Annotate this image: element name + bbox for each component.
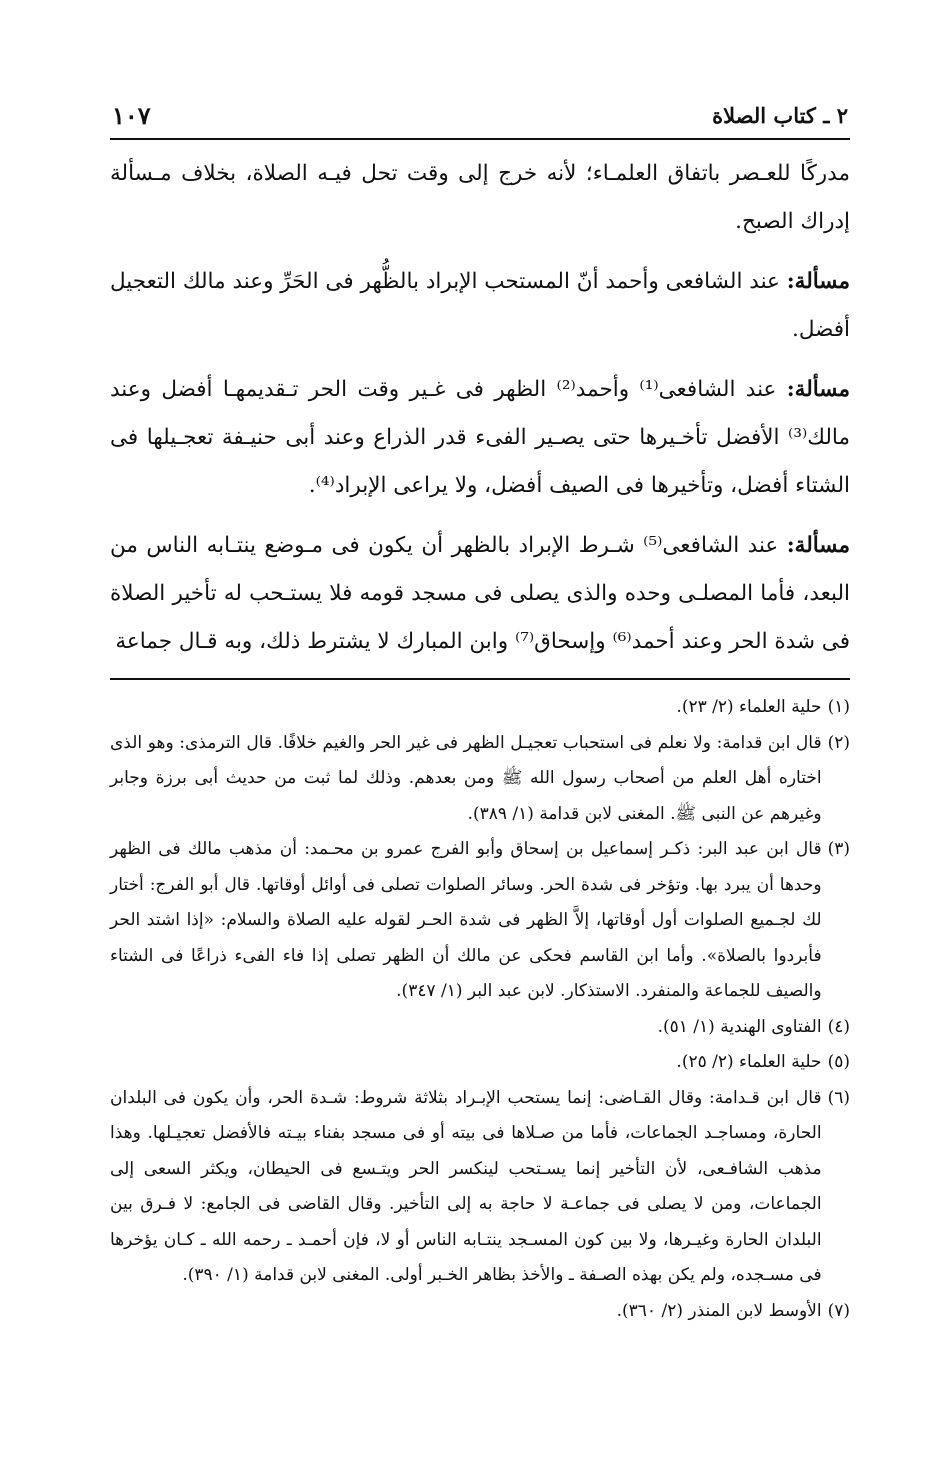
footnote-number: (٢) bbox=[827, 732, 850, 753]
main-text bbox=[110, 150, 850, 666]
footnote bbox=[110, 726, 850, 833]
footnote-number: (٣) bbox=[827, 839, 850, 859]
page-number: ١٠٧ bbox=[112, 100, 151, 130]
chapter-title: ٢ ـ كتاب الصلاة bbox=[712, 102, 848, 128]
footnote-number: (٥) bbox=[827, 1052, 850, 1072]
footnote-separator bbox=[110, 678, 850, 680]
paragraph bbox=[110, 366, 850, 510]
footnote-text: قال ابن قـدامة: وقال القـاضى: إنما يستحب الإبـراد بثلاثة شروط: شـدة الحر، وأن يكون فى البلدان الحارة، ومساجـد الجماعات، فأما من صـلاها فى بيته أو فى مسجد بفناء بيـته فالأفضل تعجيـلها. وهذا مذهب الشافـعى، لأن التأخير إنما يسـتحب لينكسر الحر ويتـسع فى الحيطان، ويكثر السعى إلى الجماعات، ومن لا يصلى فى جماعـة لا حاجة به إلى التأخير. وقال القاضى فى الجامع: لا فـرق بين البلدان الحارة وغيـرها، ولا بين كون المسـجد ينتـابه الناس أو لا، فإن أحمـد ـ رحمه الله ـ كـان يؤخرها فى مسـجده، ولم يكن بهذه الصـفة ـ والأخذ بظاهر الخـبر أولى. المغنى لابن قدامة (١/ ٣٩٠). bbox=[110, 1087, 822, 1285]
footnote-text: حلية العلماء (٢/ ٢٣). bbox=[676, 697, 822, 717]
footnote-text: قال ابن قدامة: ولا نعلم فى استحباب تعجيـل الظهر فى غير الحر والغيم خلافًا. قال الترمذى: وهو الذى اختاره أهل العلم من أصحاب رسول الله ﷺ ومن بعدهم. وذلك لما ثبت من حديث أبى برزة وجابر وغيرهم عن النبى ﷺ. المغنى لابن قدامة (١/ ٣٨٩). bbox=[110, 732, 822, 824]
footnote-number: (٦) bbox=[827, 1087, 850, 1108]
footnote-text: قال ابن عبد البر: ذكـر إسماعيل بن إسحاق وأبو الفرج عمرو بن محـمد: أن مذهب مالك فى الظهر وحدها أن يبرد بها. وتؤخر فى شدة الحر. وسائر الصلوات تصلى فى أوائل أوقاتها. قال أبو الفرج: أختار لك لجـميع الصلوات أول أوقاتها، إلاَّ الظهر فى شدة الحـر لقوله عليه الصلاة والسلام: «إذا اشتد الحر فأبردوا بالصلاة». وأما ابن القاسم فحكى عن مالك أن الظهر تصلى إذا فاء الفىء ذراعًا فى الشتاء والصيف للجماعة والمنفرد. الاستذكار. لابن عبد البر (١/ ٣٤٧). bbox=[110, 839, 822, 1001]
paragraph bbox=[110, 522, 850, 666]
footnote-text: حلية العلماء (٢/ ٢٥). bbox=[676, 1052, 822, 1072]
footnote-text: الأوسط لابن المنذر (٢/ ٣٦٠). bbox=[616, 1300, 822, 1321]
masala-heading: مسألة: bbox=[786, 377, 850, 402]
footnote-number: (١) bbox=[827, 697, 850, 717]
page-header bbox=[110, 96, 850, 140]
footnote-text: الفتاوى الهندية (١/ ٥١). bbox=[657, 1016, 822, 1037]
footnotes bbox=[110, 690, 850, 1329]
masala-heading: مسألة: bbox=[786, 533, 850, 558]
footnote bbox=[110, 1010, 850, 1046]
footnote-number: (٤) bbox=[827, 1016, 850, 1037]
footnote-number: (٧) bbox=[827, 1300, 850, 1321]
paragraph-text: عند الشافعى⁽¹⁾ وأحمد⁽²⁾ الظهر فى غـير وقت الحر تـقديمهـا أفضل وعند مالك⁽³⁾ الأفضل تأخـيرها حتى يصـير الفىء قدر الذراع وعند أبى حنيـفة تعجـيلها فى الشتاء أفضل، وتأخيرها فى الصيف أفضل، ولا يراعى الإبراد⁽⁴⁾. bbox=[110, 377, 850, 498]
book-page bbox=[110, 96, 850, 1396]
footnote bbox=[110, 1294, 850, 1330]
footnote bbox=[110, 1081, 850, 1294]
footnote bbox=[110, 1045, 850, 1081]
footnote bbox=[110, 690, 850, 726]
paragraph bbox=[110, 258, 850, 354]
paragraph-text: عند الشافعى⁽⁵⁾ شـرط الإبراد بالظهر أن يكون فى مـوضع ينتـابه الناس من البعد، فأما المصلـى وحده والذى يصلى فى مسجد قومه فلا يستـحب له تأخير الصلاة فى شدة الحر وعند أحمد⁽⁶⁾ وإسحاق⁽⁷⁾ وابن المبارك لا يشترط ذلك، وبه قـال جماعة bbox=[110, 533, 850, 654]
paragraph-text: عند الشافعى وأحمد أنّ المستحب الإبراد بالظُّهر فى الحَرِّ وعند مالك التعجيل أفضل. bbox=[110, 269, 850, 342]
footnote bbox=[110, 832, 850, 1010]
paragraph bbox=[110, 150, 850, 246]
masala-heading: مسألة: bbox=[786, 269, 850, 294]
paragraph-text: مدركًا للعـصر باتفاق العلمـاء؛ لأنه خرج إلى وقت تحل فيـه الصلاة، بخلاف مـسألة إدراك الصبح. bbox=[110, 161, 850, 234]
